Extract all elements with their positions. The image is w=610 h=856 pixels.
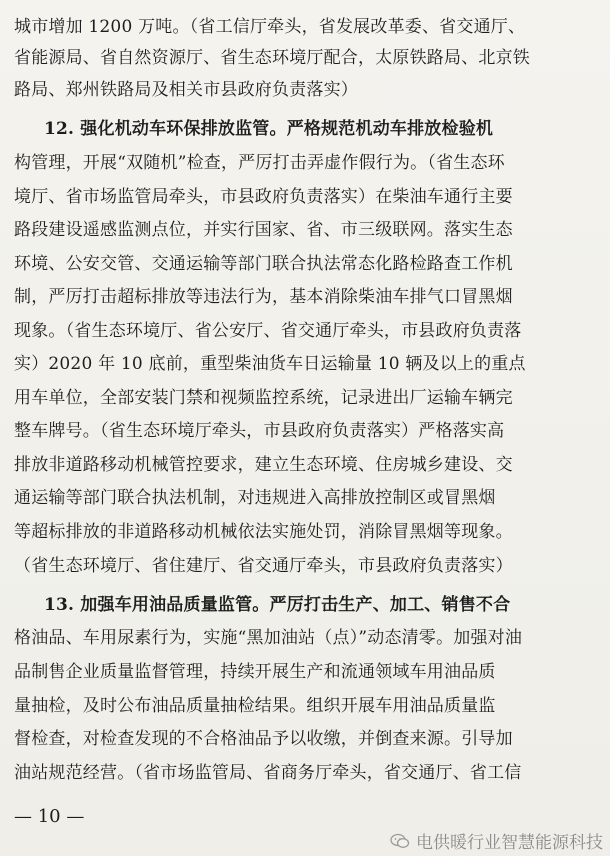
text-line: 实）2020 年 10 底前，重型柴油货车日运输量 10 辆及以上的重点 bbox=[14, 354, 526, 374]
text-line: 制，严厉打击超标排放等违法行为，基本消除柴油车排气口冒黑烟 bbox=[14, 287, 513, 307]
text-line: 油站规范经营。（省市场监管局、省商务厅牵头，省交通厅、省工信 bbox=[14, 763, 522, 783]
text-line: 省能源局、省自然资源厅、省生态环境厅配合，太原铁路局、北京铁 bbox=[14, 48, 530, 68]
text-line: 通运输等部门联合执法机制，对违规进入高排放控制区或冒黑烟 bbox=[14, 488, 496, 508]
watermark bbox=[390, 828, 603, 853]
text-line: 格油品、车用尿素行为，实施“黑加油站（点）”动态清零。加强对油 bbox=[14, 628, 523, 648]
section-13-heading-line: 13. 加强车用油品质量监管。严厉打击生产、加工、销售不合 bbox=[44, 595, 511, 615]
text-line: 督检查，对检查发现的不合格油品予以收缴，并倒查来源。引导加 bbox=[14, 729, 513, 749]
text-line: 城市增加 1200 万吨。（省工信厅牵头，省发展改革委、省交通厅、 bbox=[14, 17, 526, 37]
page-number: — 10 — bbox=[14, 806, 85, 827]
text-line: 整车牌号。（省生态环境厅牵头，市县政府负责落实）严格落实高 bbox=[14, 421, 505, 441]
text-line: 排放非道路移动机械管控要求，建立生态环境、住房城乡建设、交 bbox=[14, 455, 513, 475]
text-line: 境厅、省市场监管局牵头，市县政府负责落实）在柴油车通行主要 bbox=[14, 187, 513, 207]
text-line: 量抽检，及时公布油品质量抽检结果。组织开展车用油品质量监 bbox=[14, 696, 496, 716]
text-line: 环境、公安交管、交通运输等部门联合执法常态化路检路查工作机 bbox=[14, 254, 513, 274]
wechat-icon bbox=[390, 833, 410, 849]
text-line: 用车单位，全部安装门禁和视频监控系统，记录进出厂运输车辆完 bbox=[14, 388, 513, 408]
text-line: 等超标排放的非道路移动机械依法实施处罚，消除冒黑烟等现象。 bbox=[14, 522, 513, 542]
text-line: 路局、郑州铁路局及相关市县政府负责落实） bbox=[14, 80, 358, 100]
watermark-text: 电供暖行业智慧能源科技 bbox=[416, 833, 603, 853]
section-12-heading-line: 12. 强化机动车环保排放监管。严格规范机动车排放检验机 bbox=[44, 119, 494, 139]
text-line: 路段建设遥感监测点位，并实行国家、省、市三级联网。落实生态 bbox=[14, 220, 513, 240]
text-line: （省生态环境厅、省住建厅、省交通厅牵头，市县政府负责落实） bbox=[14, 556, 513, 576]
text-line: 构管理，开展“双随机”检查，严厉打击弄虚作假行为。（省生态环 bbox=[14, 153, 505, 173]
text-line: 品制售企业质量监督管理，持续开展生产和流通领域车用油品质 bbox=[14, 662, 496, 682]
text-line: 现象。（省生态环境厅、省公安厅、省交通厅牵头，市县政府负责落 bbox=[14, 321, 522, 341]
